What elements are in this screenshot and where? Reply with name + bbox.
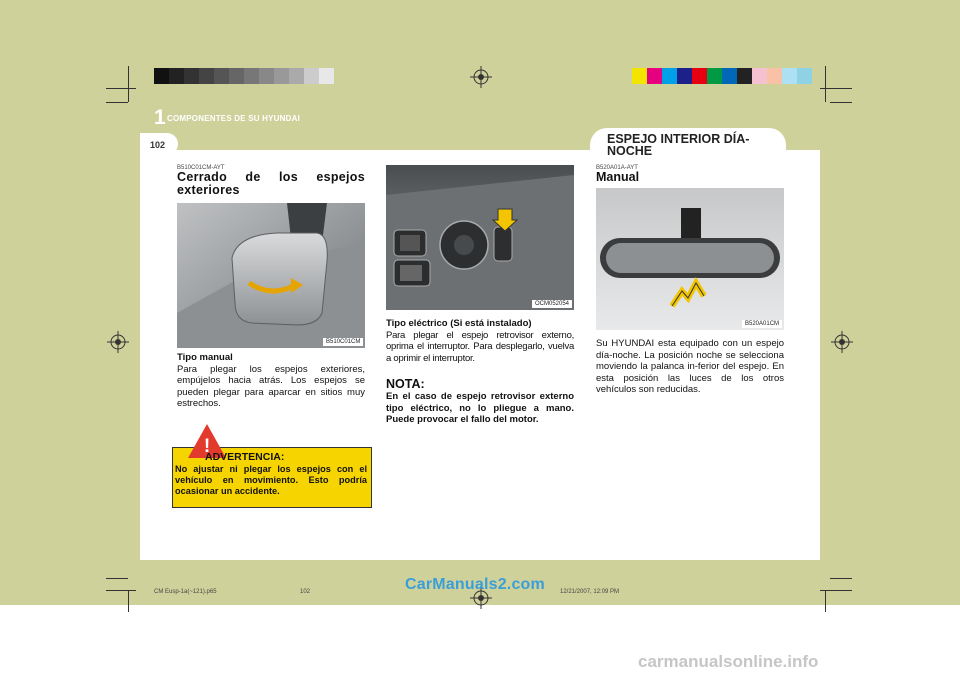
footer-filename: CM Eusp-1a(~121).p65 (154, 589, 217, 595)
crop-mark (106, 102, 128, 103)
crop-mark (106, 590, 136, 591)
crop-mark (128, 66, 129, 102)
chapter-number: 1 (154, 106, 166, 129)
section-heading: Cerrado de los espejos exteriores (177, 170, 365, 197)
image-caption: B520A01CM (742, 320, 782, 328)
manual-type-text (177, 352, 365, 410)
note-title: NOTA: (386, 377, 425, 391)
interior-mirror-paragraph: Su HYUNDAI esta equipado con un espejo día-noche. La posición noche se selecciona moviendo la palanca in-ferior del espejo. En esta posición las luces de los otros vehículos son reducidas. (596, 338, 784, 395)
chapter-title: COMPONENTES DE SU HYUNDAI (167, 114, 301, 123)
body-paragraph: Para plegar el espejo retrovisor externo, oprima el interruptor. Para desplegarlo, vuelva a oprimir el interruptor. (386, 329, 574, 364)
crop-mark (128, 590, 129, 612)
grayscale-calibration-bar (154, 68, 334, 84)
section-title: ESPEJO INTERIOR DÍA-NOCHE (607, 132, 750, 158)
footer-timestamp: 12/21/2007, 12:09 PM (560, 589, 620, 595)
side-mirror-photo (177, 203, 365, 348)
section-code: B510C01CM-AYT (177, 165, 225, 171)
crop-mark (820, 88, 852, 89)
image-caption: OCM052054 (532, 300, 572, 308)
watermark-bottom[interactable]: carmanualsonline.info (638, 652, 819, 671)
footer-page: 102 (300, 589, 311, 595)
registration-mark-icon (107, 331, 129, 353)
section-heading: Manual (596, 170, 640, 184)
watermark-top[interactable]: CarManuals2.com (405, 576, 545, 593)
image-caption: B510C01CM (323, 338, 363, 346)
warning-text: No ajustar ni plegar los espejos con el vehículo en movimiento. Esto podría ocasionar un accidente. (175, 464, 367, 496)
electric-type-text (386, 318, 574, 426)
crop-mark (830, 102, 852, 103)
crop-mark (106, 578, 128, 579)
warning-title: ADVERTENCIA: (205, 451, 285, 463)
subheading: Tipo eléctrico (Si está instalado) (386, 318, 532, 329)
color-calibration-bar (632, 68, 812, 84)
registration-mark-icon (831, 331, 853, 353)
left-column-header (177, 165, 365, 197)
subheading: Tipo manual (177, 352, 233, 363)
mirror-switch-photo (386, 165, 574, 310)
interior-mirror-photo (596, 188, 784, 330)
crop-mark (820, 590, 852, 591)
crop-mark (825, 66, 826, 102)
section-code: B520A01A-AYT (596, 165, 638, 171)
crop-mark (106, 88, 136, 89)
right-column-header (596, 165, 784, 184)
page-number: 102 (150, 140, 166, 150)
warning-exclamation-icon: ! (203, 436, 211, 457)
crop-mark (825, 590, 826, 612)
registration-mark-icon (470, 66, 492, 88)
crop-mark (830, 578, 852, 579)
body-paragraph: Para plegar los espejos exteriores, empújelos hacia atrás. Los espejos se pueden plegar para aparcar en sitios muy estrechos. (177, 363, 365, 409)
note-text: En el caso de espejo retrovisor externo tipo eléctrico, no lo pliegue a mano. Puede provocar el fallo del motor. (386, 391, 574, 425)
